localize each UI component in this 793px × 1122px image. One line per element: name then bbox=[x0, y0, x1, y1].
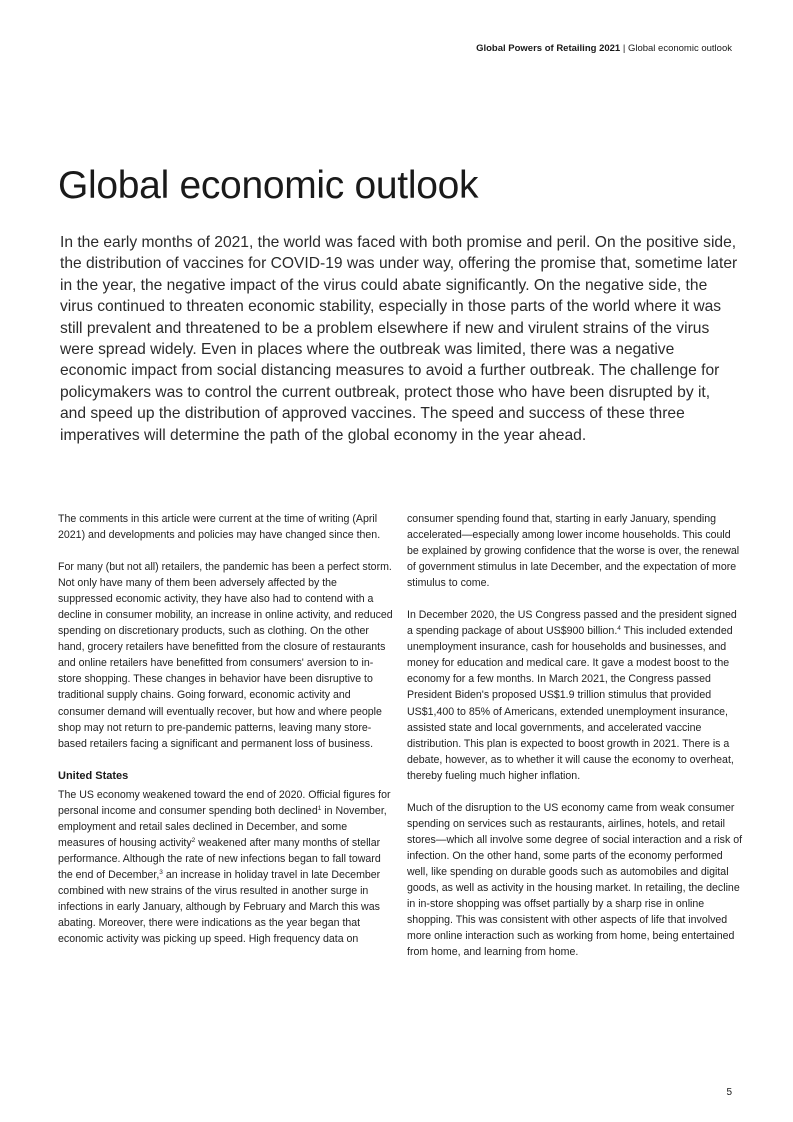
stimulus-paragraph: In December 2020, the US Congress passed and the president signed a spending package of about US$900 billion.$^4$ This included extended unemployment insurance, cash for households and businesses, and money for education and medical care. It gave a modest boost to the economy for a few months. In March 2021, the Congress passed President Biden's proposed US$1.9 trillion stimulus that provided US$1,400 to 85% of Americans, extended unemployment insurance, assisted state and local governments, and accelerated vaccine distribution. This plan is expected to boost growth in 2021. There is a debate, however, as to whether it will cause the economy to overheat, thereby fueling much higher inflation. bbox=[407, 609, 737, 782]
consumer-spending-paragraph: consumer spending found that, starting in early January, spending accelerated—especially among lower income households. This could be explained by growing confidence that the worse is over, the renewal of government stimulus in late December, and the expectation of more stimulus to come. bbox=[407, 513, 740, 590]
right-column bbox=[407, 511, 743, 976]
us-section-heading: United States bbox=[58, 769, 129, 782]
left-column bbox=[58, 511, 394, 963]
page-number: 5 bbox=[726, 1087, 732, 1098]
retail-overview-paragraph: For many (but not all) retailers, the pandemic has been a perfect storm. Not only have many of them been adversely affected by the suppressed economic activity, they have also had to contend with a decline in consumer mobility, an increase in online activity, and reduced spending on discretionary products, such as clothing. On the other hand, grocery retailers have benefitted from the closure of restaurants and online retailers have benefitted from consumers' aversion to in-store shopping. These changes in behavior have been disruptive to traditional supply chains. Going forward, economic activity and consumer demand will eventually recover, but how and where people shop may not return to pre-pandemic patterns, leaving many store-based retailers facing a significant and permanent loss of business. bbox=[58, 561, 393, 750]
page-title: Global economic outlook bbox=[58, 164, 479, 207]
us-economy-paragraph: The US economy weakened toward the end of 2020. Official figures for personal income and consumer spending both declined$^1$ in November, employment and retail sales declined in December, and some measures of housing activity$^2$ weakened after many months of stellar performance. Although the rate of new infections began to fall toward the end of December,$^3$ an increase in holiday travel in late December combined with new strains of the virus resulted in another surge in infections in early January, although by February and March this was abating. Moreover, there were indications as the year began that economic activity was picking up speed. High frequency data on bbox=[58, 788, 391, 946]
footnote-ref-4: 4 bbox=[617, 625, 621, 633]
report-name: Global Powers of Retailing 2021 bbox=[476, 43, 621, 54]
running-header bbox=[476, 43, 732, 54]
footnote-ref-1: 1 bbox=[317, 804, 322, 812]
footnote-ref-2: 2 bbox=[191, 836, 196, 844]
section-name: Global economic outlook bbox=[627, 43, 732, 54]
intro-paragraph: In the early months of 2021, the world was faced with both promise and peril. On the positive side, the distribution of vaccines for COVID-19 was under way, offering the promise that, sometime later in the year, the negative impact of the virus could abate significantly. On the negative side, the virus continued to threaten economic stability, especially in those parts of the world where it was still prevalent and threatened to be a problem elsewhere if new and virulent strains of the virus were spread widely. Even in places where the outbreak was limited, there was a negative economic impact from social distancing measures to avoid a further outbreak. The challenge for policymakers was to control the current outbreak, protect those who have been disrupted by it, and speed up the distribution of approved vaccines. The speed and success of these three imperatives will determine the path of the global economy in the year ahead. bbox=[60, 234, 738, 444]
disruption-paragraph: Much of the disruption to the US economy came from weak consumer spending on services such as restaurants, airlines, hotels, and retail stores—which all involve some degree of social interaction and a risk of infection. On the other hand, some parts of the economy performed well, like spending on durable goods such as automobiles and digital goods, as well as activity in the housing market. In retailing, the decline in in-store shopping was offset partially by a sharp rise in online shopping. This was consistent with other aspects of life that involved more online interaction such as working from home, being entertained from home, and learning from home. bbox=[407, 801, 743, 959]
header-separator: | bbox=[622, 43, 626, 54]
footnote-ref-3: 3 bbox=[159, 868, 163, 876]
disclaimer-paragraph: The comments in this article were current at the time of writing (April 2021) and developments and policies may have changed since then. bbox=[58, 513, 381, 542]
